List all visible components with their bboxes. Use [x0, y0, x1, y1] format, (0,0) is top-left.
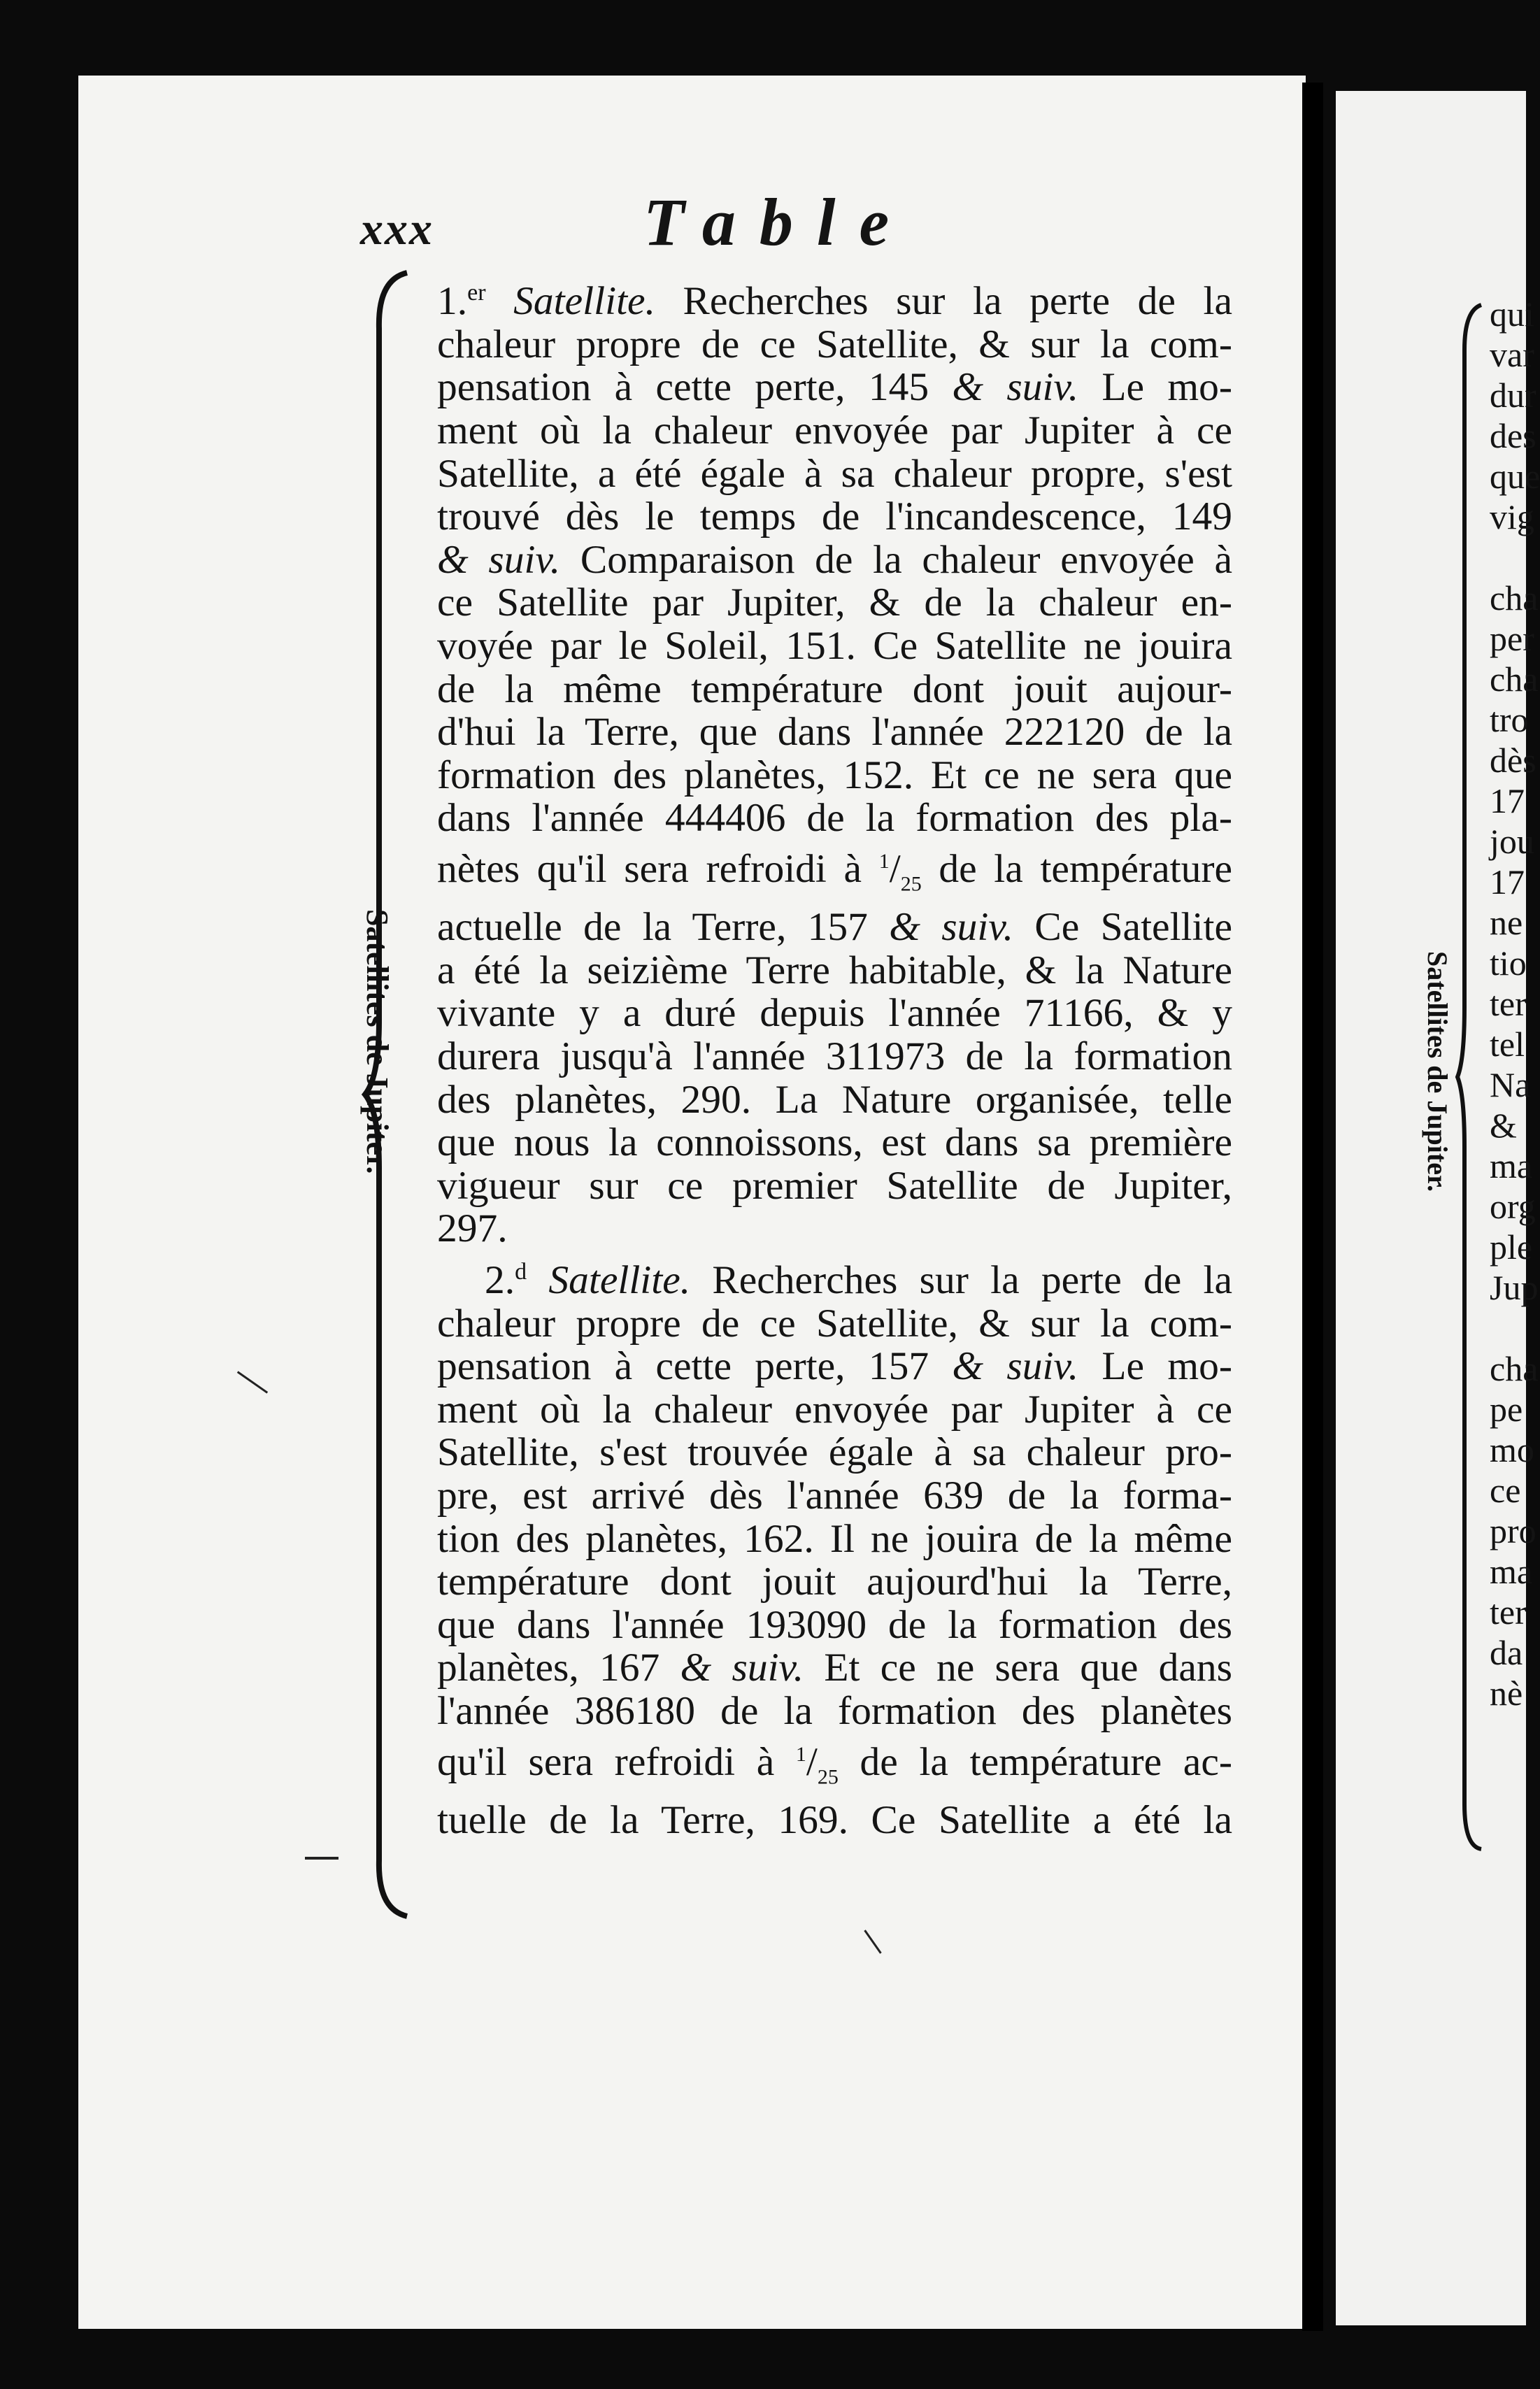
right-page-line: &	[1490, 1106, 1517, 1145]
right-page-line: Jup	[1490, 1268, 1539, 1307]
right-page-line: jou	[1490, 822, 1534, 861]
entry-line: ment où la chaleur envoyée par Jupiter à ce	[437, 408, 1232, 452]
right-page-line: var	[1490, 335, 1534, 374]
right-page-line: per	[1490, 619, 1534, 658]
stray-mark	[305, 1857, 338, 1860]
entry-line: pensation à cette perte, 157 & suiv. Le mo-	[437, 1344, 1232, 1389]
right-page-line: ter	[1490, 1592, 1527, 1632]
entry-line: voyée par le Soleil, 151. Ce Satellite ne jouira	[437, 623, 1232, 668]
right-page-line: ple	[1490, 1227, 1533, 1267]
entry-line: 2.$^d$ Satellite. Recherches sur la perte de la	[485, 1258, 1232, 1303]
entry-line: vivante y a duré depuis l'année 71166, & y	[437, 991, 1232, 1036]
entry-line: température dont jouit aujourd'hui la Terre,	[437, 1560, 1232, 1604]
right-page-line: 17	[1490, 862, 1525, 901]
page-number: xxx	[360, 204, 434, 255]
right-page-line: Na	[1490, 1065, 1531, 1104]
side-label	[348, 909, 404, 1174]
entry-line: vigueur sur ce premier Satellite de Jupiter,	[437, 1163, 1232, 1208]
entry-line: durera jusqu'à l'année 311973 de la formation	[437, 1034, 1232, 1078]
right-page-line: ma	[1490, 1552, 1533, 1591]
page-title: Table	[643, 185, 913, 259]
entry-line: 297.	[437, 1206, 508, 1251]
right-page-line: dur	[1490, 376, 1537, 415]
right-page-line	[1490, 537, 1540, 578]
entry-line: pensation à cette perte, 145 & suiv. Le mo-	[437, 365, 1232, 410]
entry-line: planètes, 167 & suiv. Et ce ne sera que dans	[437, 1646, 1232, 1690]
right-page-line: mo	[1490, 1430, 1534, 1469]
right-page-line: ce	[1490, 1471, 1521, 1510]
right-page-line: ter	[1490, 984, 1527, 1023]
entry-line: que dans l'année 193090 de la formation des	[437, 1602, 1232, 1647]
entry-line: pre, est arrivé dès l'année 639 de la forma-	[437, 1474, 1232, 1518]
entry-line: de la même température dont jouit aujour-	[437, 666, 1232, 711]
entry-line: chaleur propre de ce Satellite, & sur la com-	[437, 322, 1232, 366]
right-page-line: nè	[1490, 1674, 1523, 1713]
right-page-line: cha	[1490, 659, 1539, 699]
right-page-line: vig	[1490, 497, 1534, 536]
entry-line: tion des planètes, 162. Il ne jouira de la même	[437, 1516, 1232, 1561]
right-page-line: pe	[1490, 1390, 1523, 1429]
right-page-line: ne	[1490, 903, 1523, 942]
entry-line: Satellite, a été égale à sa chaleur propre, s'est	[437, 451, 1232, 496]
entry-line: chaleur propre de ce Satellite, & sur la com-	[437, 1301, 1232, 1346]
entry-line: ce Satellite par Jupiter, & de la chaleur en-	[437, 580, 1232, 625]
right-page-line: dès	[1490, 741, 1537, 780]
right-page-line: tel	[1490, 1025, 1525, 1064]
entry-line: des planètes, 290. La Nature organisée, telle	[437, 1077, 1232, 1122]
right-page-line: ma	[1490, 1146, 1533, 1185]
side-label-text: Satellites de Jupiter.	[360, 909, 394, 1174]
entry-line: ment où la chaleur envoyée par Jupiter à ce	[437, 1387, 1232, 1432]
entry-line: Satellite, s'est trouvée égale à sa chaleur pro-	[437, 1430, 1232, 1475]
right-page-line: des	[1490, 416, 1537, 455]
right-page-line	[1490, 1308, 1540, 1348]
right-page-line: cha	[1490, 1349, 1539, 1388]
entry-line: nètes qu'il sera refroidi à $^1/_{25}$ de la température	[437, 847, 1233, 896]
right-side-label-text: Satellites de Jupiter.	[1422, 951, 1453, 1192]
right-page-line: que	[1490, 457, 1540, 496]
right-page-text	[1490, 294, 1540, 1713]
entry-line: 1.$^{er}$ Satellite. Recherches sur la perte de la	[437, 279, 1232, 324]
entry-line: & suiv. Comparaison de la chaleur envoyée à	[437, 537, 1232, 582]
index-entry-block	[437, 271, 1232, 1841]
right-page-line: qui	[1490, 294, 1534, 334]
entry-line: trouvé dès le temps de l'incandescence, 149	[437, 494, 1232, 539]
right-page-line: 17	[1490, 781, 1525, 820]
entry-line: l'année 386180 de la formation des planètes	[437, 1688, 1232, 1733]
right-page-line: org	[1490, 1187, 1536, 1226]
entry-line: qu'il sera refroidi à $^1/_{25}$ de la température ac-	[437, 1739, 1232, 1789]
right-page-brace	[1456, 301, 1484, 1853]
right-page-line: da	[1490, 1633, 1523, 1672]
right-page-line: tio	[1490, 943, 1527, 983]
entry-line: d'hui la Terre, que dans l'année 222120 de la	[437, 710, 1232, 755]
entry-line: tuelle de la Terre, 169. Ce Satellite a été la	[437, 1797, 1232, 1842]
right-page-line: pro	[1490, 1511, 1537, 1550]
right-page-line: tro	[1490, 700, 1529, 739]
right-side-label	[1409, 951, 1458, 1192]
entry-line: a été la seizième Terre habitable, & la Nature	[437, 948, 1232, 992]
entry-line: que nous la connoissons, est dans sa première	[437, 1120, 1232, 1165]
entry-line: formation des planètes, 152. Et ce ne sera que	[437, 753, 1232, 797]
book-gutter	[1302, 83, 1323, 2331]
right-page-line: cha	[1490, 578, 1539, 618]
entry-line: dans l'année 444406 de la formation des pla-	[437, 796, 1232, 841]
entry-line: actuelle de la Terre, 157 & suiv. Ce Satellite	[437, 905, 1232, 950]
